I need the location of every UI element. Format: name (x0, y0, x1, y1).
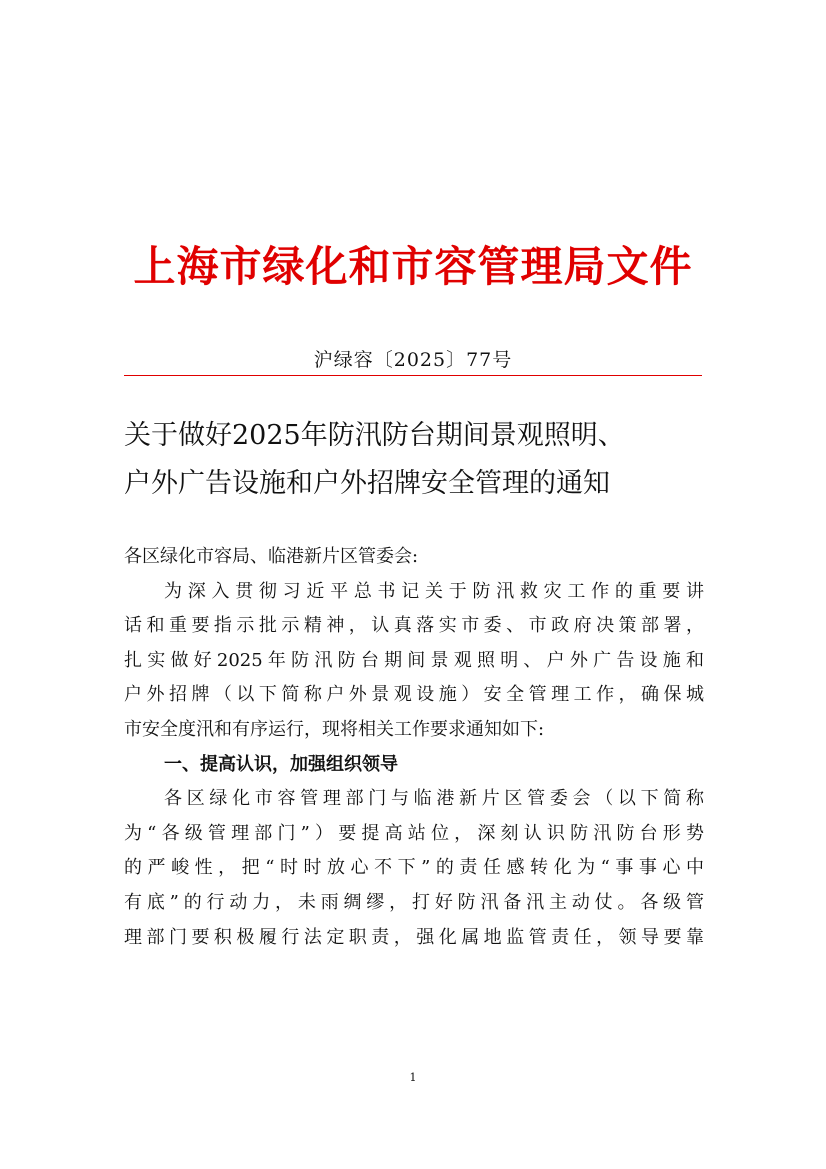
section-paragraph-line: 的严峻性，把“时时放心不下”的责任感转化为“事事心中 (124, 857, 704, 879)
document-number: 沪绿容〔2025〕77号 (313, 349, 513, 371)
intro-paragraph-line: 话和重要指示批示精神，认真落实市委、市政府决策部署， (124, 615, 704, 637)
page-number: 1 (409, 1071, 417, 1084)
document-body (124, 540, 704, 955)
document-title (124, 412, 704, 508)
intro-paragraph-line: 市安全度汛和有序运行，现将相关工作要求通知如下: (124, 718, 545, 740)
intro-paragraph-line: 为深入贯彻习近平总书记关于防汛救灾工作的重要讲 (164, 580, 704, 602)
section-paragraph-line: 为“各级管理部门”）要提高站位，深刻认识防汛防台形势 (124, 822, 704, 844)
section-paragraph-line: 各区绿化市容管理部门与临港新片区管委会（以下简称 (164, 788, 704, 810)
addressee: 各区绿化市容局、临港新片区管委会: (124, 546, 419, 567)
section-heading: 一、提高认识，加强组织领导 (164, 753, 398, 775)
intro-paragraph-line: 户外招牌（以下简称户外景观设施）安全管理工作，确保城 (124, 684, 704, 706)
title-line: 户外广告设施和户外招牌安全管理的通知 (124, 468, 610, 499)
issuer-title: 上海市绿化和市容管理局文件 (133, 242, 693, 291)
intro-paragraph-line: 扎实做好2025年防汛防台期间景观照明、户外广告设施和 (124, 649, 704, 671)
section-paragraph-line: 有底”的行动力，未雨绸缪，打好防汛备汛主动仗。各级管 (124, 891, 704, 913)
section-paragraph-line: 理部门要积极履行法定职责，强化属地监管责任，领导要靠 (124, 926, 704, 948)
title-line: 关于做好2025年防汛防台期间景观照明、 (124, 420, 625, 451)
red-divider-line (124, 375, 702, 376)
